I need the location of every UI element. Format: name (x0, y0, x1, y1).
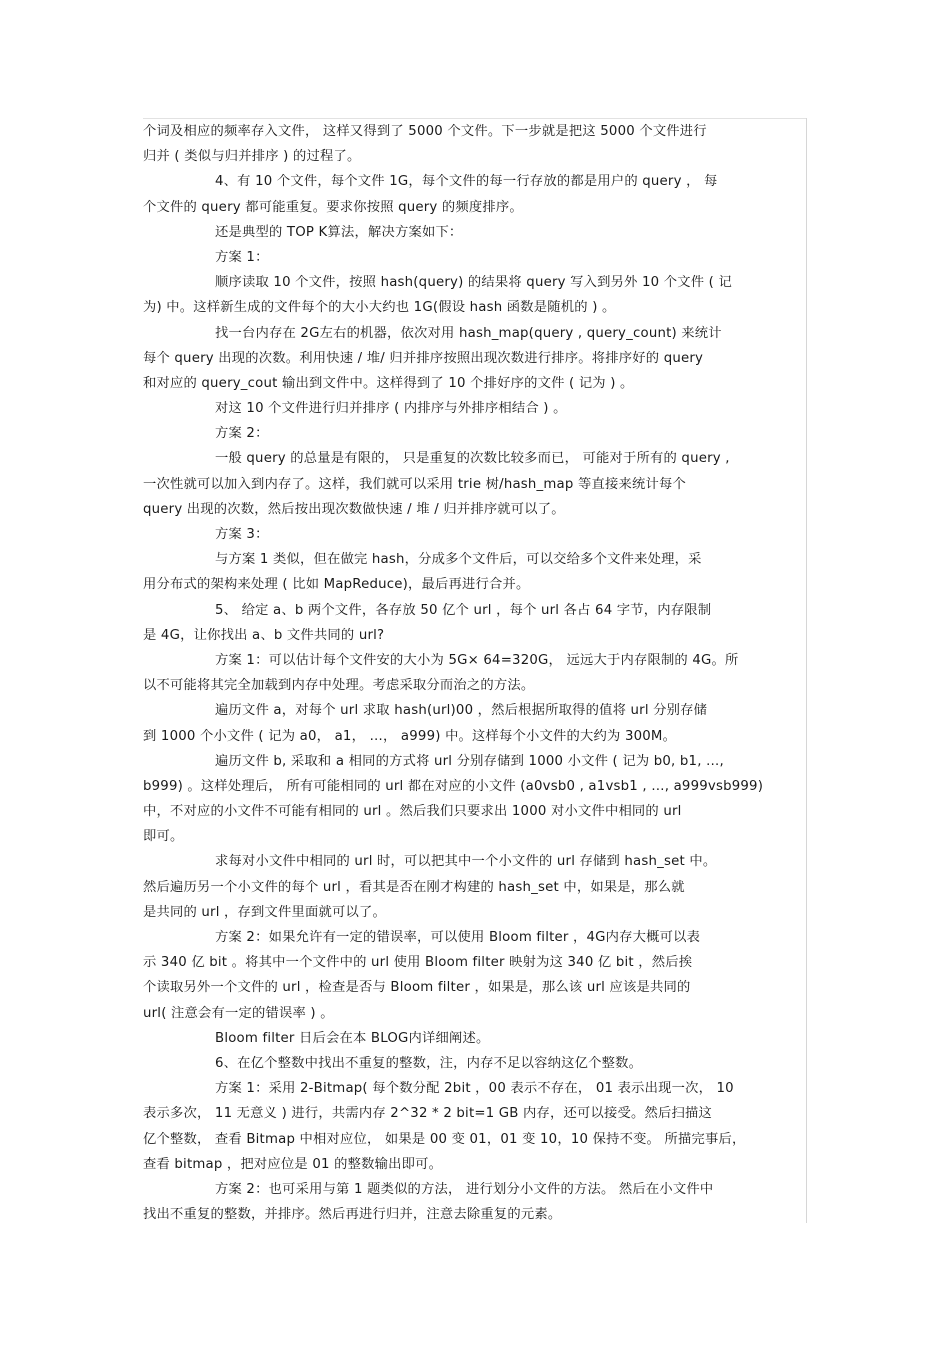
text-line: 找一台内存在 2G左右的机器，依次对用 hash_map(query , query_count) 来统计 (215, 325, 722, 341)
text-line: 求每对小文件中相同的 url 时，可以把其中一个小文件的 url 存储到 hash_set 中。 (215, 854, 717, 870)
text-line: 每个 query 出现的次数。利用快速 / 堆/ 归并排序按照出现次数进行排序。将排序好的 query (143, 350, 704, 366)
text-line: 方案 2：如果允许有一定的错误率，可以使用 Bloom filter ，4G内存大概可以表 (215, 930, 701, 945)
text-line: 即可。 (143, 829, 184, 845)
text-line: 个文件的 query 都可能重复。要求你按照 query 的频度排序。 (143, 199, 523, 215)
text-line: 以不可能将其完全加载到内存中处理。考虑采取分而治之的方法。 (143, 678, 535, 694)
text-line: 个词及相应的频率存入文件， 这样又得到了 5000 个文件。下一步就是把这 5000 个文件进行 (143, 124, 707, 139)
text-line: 顺序读取 10 个文件，按照 hash(query) 的结果将 query 写入到另外 10 个文件 ( 记 (215, 275, 732, 291)
text-line: 中，不对应的小文件不可能有相同的 url 。然后我们只要求出 1000 对小文件中相同的 url (143, 804, 682, 820)
text-line: 遍历文件 a，对每个 url 求取 hash(url)00 ，然后根据所取得的值将 url 分别存储 (215, 703, 708, 719)
text-line: 和对应的 query_cout 输出到文件中。这样得到了 10 个排好序的文件 ( 记为 ) 。 (143, 375, 634, 391)
text-line: 方案 1：采用 2-Bitmap( 每个数分配 2bit ，00 表示不存在， 01 表示出现一次， 10 (215, 1081, 734, 1097)
text-line: 是 4G，让你找出 a、b 文件共同的 url? (143, 627, 385, 643)
text-line: 5、 给定 a、b 两个文件，各存放 50 亿个 url ，每个 url 各占 64 字节，内存限制 (215, 602, 712, 618)
document-body (143, 119, 808, 1227)
text-line: 表示多次， 11 无意义 ) 进行，共需内存 2^32 * 2 bit=1 GB 内存，还可以接受。然后扫描这 (143, 1106, 712, 1122)
text-line: url( 注意会有一定的错误率 ) 。 (143, 1005, 334, 1021)
text-line: 一次性就可以加入到内存了。这样，我们就可以采用 trie 树/hash_map 等直接来统计每个 (143, 476, 686, 492)
text-line: 查看 bitmap ，把对应位是 01 的整数输出即可。 (143, 1156, 443, 1172)
text-line: 方案 3： (215, 527, 269, 542)
text-line: 方案 2： (215, 426, 269, 442)
text-line: 用分布式的架构来处理 ( 比如 MapReduce)，最后再进行合并。 (143, 577, 530, 593)
text-line: 为) 中。这样新生成的文件每个的大小大约也 1G(假设 hash 函数是随机的 ) 。 (143, 300, 616, 316)
text-line: 亿个整数， 查看 Bitmap 中相对应位， 如果是 00 变 01，01 变 10，10 保持不变。 所描完事后， (143, 1131, 746, 1147)
text-line: 一般 query 的总量是有限的， 只是重复的次数比较多而已， 可能对于所有的 query , (215, 451, 730, 467)
text-line: 4、有 10 个文件，每个文件 1G，每个文件的每一行存放的都是用户的 query ， 每 (215, 174, 718, 190)
text-line: 方案 2：也可采用与第 1 题类似的方法， 进行划分小文件的方法。 然后在小文件中 (215, 1181, 714, 1197)
text-line: query 出现的次数，然后按出现次数做快速 / 堆 / 归并排序就可以了。 (143, 501, 565, 517)
text-line: 然后遍历另一个小文件的每个 url ，看其是否在刚才构建的 hash_set 中，如果是，那么就 (143, 879, 685, 895)
text-line: 到 1000 个小文件 ( 记为 a0， a1， …， a999) 中。这样每个小文件的大约为 300M。 (143, 728, 677, 744)
text-line: 与方案 1 类似，但在做完 hash，分成多个文件后，可以交给多个文件来处理，采 (215, 552, 702, 568)
text-line: 归并 ( 类似与归并排序 ) 的过程了。 (143, 149, 361, 165)
text-line: 还是典型的 TOP K算法，解决方案如下： (215, 224, 463, 240)
text-line: 方案 1： (215, 249, 269, 265)
text-line: 对这 10 个文件进行归并排序 ( 内排序与外排序相结合 ) 。 (215, 401, 567, 417)
text-line: 示 340 亿 bit 。将其中一个文件中的 url 使用 Bloom filter 映射为这 340 亿 bit ，然后挨 (143, 955, 693, 971)
text-line: 个读取另外一个文件的 url ，检查是否与 Bloom filter ，如果是，那么该 url 应该是共同的 (143, 980, 691, 996)
text-line: 是共同的 url ，存到文件里面就可以了。 (143, 904, 386, 920)
text-line: 方案 1：可以估计每个文件安的大小为 5G× 64=320G， 远远大于内存限制的 4G。所 (215, 652, 739, 668)
text-line: 找出不重复的整数，并排序。然后再进行归并，注意去除重复的元素。 (143, 1207, 562, 1223)
text-line: b999) 。这样处理后， 所有可能相同的 url 都在对应的小文件 (a0vsb0 , a1vsb1 , …, a999vsb999) (143, 778, 764, 794)
text-line: Bloom filter 日后会在本 BLOG内详细阐述。 (215, 1030, 490, 1046)
text-line: 6、在亿个整数中找出不重复的整数，注，内存不足以容纳这亿个整数。 (215, 1055, 643, 1071)
text-line: 遍历文件 b, 采取和 a 相同的方式将 url 分别存储到 1000 小文件 ( 记为 b0, b1, …, (215, 753, 724, 769)
